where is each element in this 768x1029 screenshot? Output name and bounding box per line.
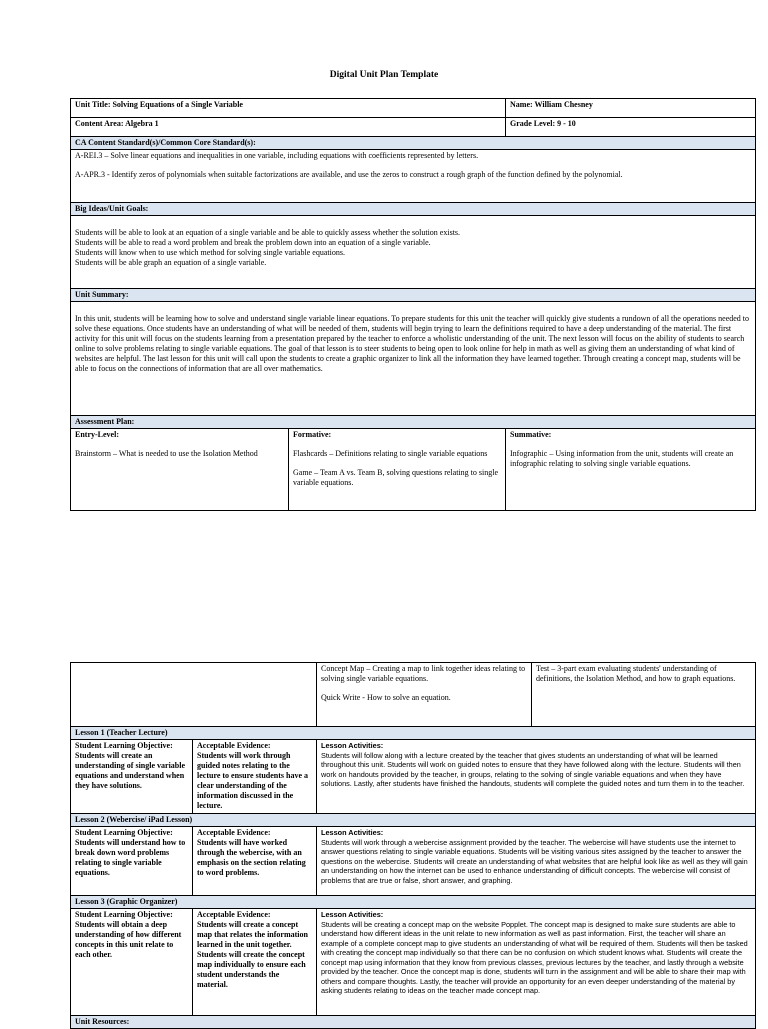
unit-plan-table-page2 [70,662,756,1029]
lesson-3-activities: Lesson Activities: Students will be creating a concept map on the website Popplet. The concept map is designed to make sure students are able to understand how different ideas in the unit relate to new information as well as past information. First, the teacher will share an example of a complete concept map to give students an understanding of what will be required of them. Students will then be tasked with creating the concept map individually so that there can be no confusion on which student knows what. Students will create the concept map using information that they know from previous classes, previous lectures by the teacher, and lastly through a website provided by the teacher. Once the concept map is done, students will turn in the assignment and will be able to share their map with others and compare thoughts. Lastly, the teacher will provide an opportunity for an even deeper understanding of the material by asking students relating to ideas on the teacher made concept map. [317,909,756,1016]
summative-cell [506,429,756,511]
lesson-1-activities: Lesson Activities: Students will follow along with a lecture created by the teacher that gives students an understanding of what will be learned throughout this unit. Students will work on guided notes to ensure that they have followed along with the lecture. Students will then work on handouts provided by the teacher, in groups, relating to the solving of single variable equations and when they have solutions. Lastly, after students have finished the handouts, students will complete the guided notes and turn them in to the teacher. [317,740,756,814]
standards-body [71,150,756,203]
lesson-2-header: Lesson 2 (Webercise/ iPad Lesson) [71,814,756,827]
standard-item: A-REI.3 – Solve linear equations and inequalities in one variable, including equations with coefficients represented by letters. [75,151,479,160]
summary-text: In this unit, students will be learning how to solve and understand single variable linear equations. To prepare students for this unit the teacher will quickly give students a rundown of all the operations needed to solve these equations. Once students have an understanding of what will be needed of them, students will begin trying to learn the definitions required to have a deep understanding of the material. The first activity for this unit will focus on the students learning from a presentation prepared by the teacher to enforce a wholistic understanding of the unit. The next lesson will focus on the ability of students to search online to solve problems relating to single variable equations. The goal of that lesson is to steer students to being open to look online for help in math as well as giving them an understanding of what kind of websites are helpful. The last lesson for this unit will call upon the students to create a graphic organizer to link all the information they have learned together. Through creating a concept map, students will be able to focus on the connections of information that are all over mathematics. [75,314,750,373]
goal-item: Students will be able to look at an equation of a single variable and be able to quickly assess whether the solution exists. [75,228,461,237]
lesson-3-objective: Student Learning Objective: Students will obtain a deep understanding of how different concepts in this unit relate to each other. [71,909,193,1016]
document-title: Digital Unit Plan Template [329,70,439,80]
content-area: Content Area: Algebra 1 [71,118,506,137]
lesson-1-objective: Student Learning Objective: Students will create an understanding of single variable equations and understand when they have solutions. [71,740,193,814]
entry-level-cell [71,429,289,511]
standards-header: CA Content Standard(s)/Common Core Standard(s): [71,137,756,150]
formative-cont-cell [317,663,532,726]
goal-item: Students will be able to read a word problem and break the problem down into an equation of a single variable. [75,238,431,247]
lesson-1-evidence: Acceptable Evidence: Students will work through guided notes relating to the lecture to ensure students have a clear understanding of the information discussed in the lecture. [193,740,317,814]
goal-item: Students will know when to use which method for solving single variable equations. [75,248,345,257]
entry-level-cont-cell [71,663,317,727]
entry-item: Brainstorm – What is needed to use the Isolation Method [75,449,258,458]
formative-item: Concept Map – Creating a map to link together ideas relating to solving single variable equations. [321,664,526,683]
formative-item: Game – Team A vs. Team B, solving questions relating to single variable equations. [293,468,499,487]
lesson-1-header: Lesson 1 (Teacher Lecture) [71,727,756,740]
summative-label: Summative: [510,430,552,439]
summary-body [71,302,756,416]
formative-label: Formative: [293,430,332,439]
standard-item: A-APR.3 - Identify zeros of polynomials when suitable factorizations are available, and use the zeros to construct a rough graph of the function defined by the polynomial. [75,170,623,179]
summative-item: Test – 3-part exam evaluating students' understanding of definitions, the Isolation Method, and how to graph equations. [536,664,736,683]
goal-item: Students will be able graph an equation of a single variable. [75,258,267,267]
lesson-3-evidence: Acceptable Evidence: Students will create a concept map that relates the information learned in the unit together. Students will create the concept map individually to ensure each student understands the material. [193,909,317,1016]
assessment-header: Assessment Plan: [71,416,756,429]
formative-item: Quick Write - How to solve an equation. [321,693,451,702]
summary-header: Unit Summary: [71,289,756,302]
unit-title: Unit Title: Solving Equations of a Single Variable [71,99,506,118]
teacher-name: Name: William Chesney [506,99,756,118]
big-ideas-header: Big Ideas/Unit Goals: [71,203,756,216]
summative-item: Infographic – Using information from the unit, students will create an infographic relating to solving single variable equations. [510,449,734,468]
lesson-2-evidence: Acceptable Evidence: Students will have worked through the webercise, with an emphasis on the section relating to word problems. [193,827,317,896]
formative-cell [289,429,506,511]
lesson-2-activities: Lesson Activities: Students will work through a webercise assignment provided by the teacher. The webercise will have students use the internet to answer questions relating to single variable equations. Students will be visiting various sites assigned by the teacher to answer the questions on the webercise. Students will create an understanding of what websites that are helpful look like as well as they will gain an understanding on how the internet can be used to enhance understanding of difficult concepts. The webercise will consist of problems that are true or false, short answer, and graphing. [317,827,756,896]
unit-resources-header: Unit Resources: [71,1016,756,1029]
summative-cont-cell [532,663,755,726]
lesson-2-objective: Student Learning Objective: Students will understand how to break down word problems relating to single variable equations. [71,827,193,896]
grade-level: Grade Level: 9 - 10 [506,118,756,137]
big-ideas-body [71,216,756,289]
formative-item: Flashcards – Definitions relating to single variable equations [293,449,488,458]
lesson-3-header: Lesson 3 (Graphic Organizer) [71,896,756,909]
unit-plan-table-page1 [70,98,756,511]
entry-level-label: Entry-Level: [75,430,119,439]
